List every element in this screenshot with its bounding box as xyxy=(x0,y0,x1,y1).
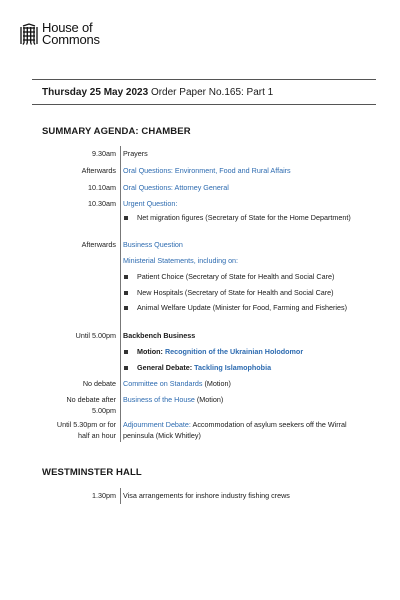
agenda-item xyxy=(137,363,359,374)
agenda-link[interactable]: Business Question xyxy=(123,240,183,249)
item-label: General Debate: xyxy=(137,363,195,372)
bullet-square-icon xyxy=(124,216,128,220)
agenda-link[interactable]: Recognition of the Ukrainian Holodomor xyxy=(164,347,304,356)
agenda-time: Afterwards xyxy=(81,240,116,249)
agenda-link[interactable]: Oral Questions: Attorney General xyxy=(123,183,229,192)
agenda-item: Animal Welfare Update (Minister for Food, Farming and Fisheries) xyxy=(137,303,347,312)
agenda-link[interactable]: Business of the House xyxy=(123,395,195,404)
bullet-square-icon xyxy=(124,275,128,279)
agenda-time: 1.30pm xyxy=(92,491,116,500)
title-rule-bottom xyxy=(32,104,376,105)
title-rule-top xyxy=(32,79,376,80)
agenda-link[interactable]: Tackling Islamophobia xyxy=(194,363,272,372)
agenda-item: Prayers xyxy=(123,149,148,158)
title-date: Thursday 25 May 2023 xyxy=(42,87,149,98)
agenda-item xyxy=(137,347,359,358)
agenda-link[interactable]: Oral Questions: Environment, Food and Rural Affairs xyxy=(123,166,291,175)
agenda-item: New Hospitals (Secretary of State for Health and Social Care) xyxy=(137,288,334,297)
logo-wordmark xyxy=(42,22,100,46)
agenda-time: Until 5.30pm or for half an hour xyxy=(56,420,116,440)
agenda-item: Visa arrangements for inshore industry fishing crews xyxy=(123,491,290,500)
bullet-square-icon xyxy=(124,350,128,354)
agenda-item: Backbench Business xyxy=(123,331,196,340)
page-title xyxy=(42,86,273,99)
agenda-item xyxy=(123,395,359,406)
agenda-link[interactable]: Adjournment Debate: xyxy=(123,420,191,429)
chamber-heading: SUMMARY AGENDA: CHAMBER xyxy=(42,126,191,137)
title-order-paper: Order Paper No.165: Part 1 xyxy=(148,87,274,98)
portcullis-icon xyxy=(20,23,38,45)
agenda-link[interactable]: Committee on Standards xyxy=(123,379,203,388)
bullet-square-icon xyxy=(124,366,128,370)
agenda-time: Afterwards xyxy=(81,166,116,175)
agenda-divider xyxy=(120,146,121,442)
agenda-time: Until 5.00pm xyxy=(75,331,116,340)
logo-line-1: House of xyxy=(42,20,93,35)
agenda-time: 9.30am xyxy=(92,149,116,158)
agenda-time: 10.30am xyxy=(88,199,116,208)
agenda-item: Patient Choice (Secretary of State for Health and Social Care) xyxy=(137,272,335,281)
agenda-time: 10.10am xyxy=(88,183,116,192)
house-of-commons-logo xyxy=(20,22,100,46)
item-suffix: (Motion) xyxy=(194,395,224,404)
logo-line-2: Commons xyxy=(42,32,100,47)
agenda-item: Net migration figures (Secretary of State for the Home Department) xyxy=(137,213,351,222)
agenda-divider xyxy=(120,488,121,504)
agenda-time: No debate xyxy=(82,379,116,388)
item-suffix: (Motion) xyxy=(202,379,231,388)
agenda-time: No debate after 5.00pm xyxy=(66,395,116,415)
bullet-square-icon xyxy=(124,306,128,310)
westminster-hall-heading: WESTMINSTER HALL xyxy=(42,467,142,478)
agenda-link[interactable]: Ministerial Statements, including on: xyxy=(123,256,239,265)
agenda-item xyxy=(123,420,359,441)
bullet-square-icon xyxy=(124,291,128,295)
item-suffix: Accommodation of asylum seekers off the Wirral peninsula (Mick Whitley) xyxy=(123,420,347,440)
agenda-link[interactable]: Urgent Question: xyxy=(123,199,178,208)
item-label: Motion: xyxy=(137,347,165,356)
agenda-item xyxy=(123,379,359,390)
